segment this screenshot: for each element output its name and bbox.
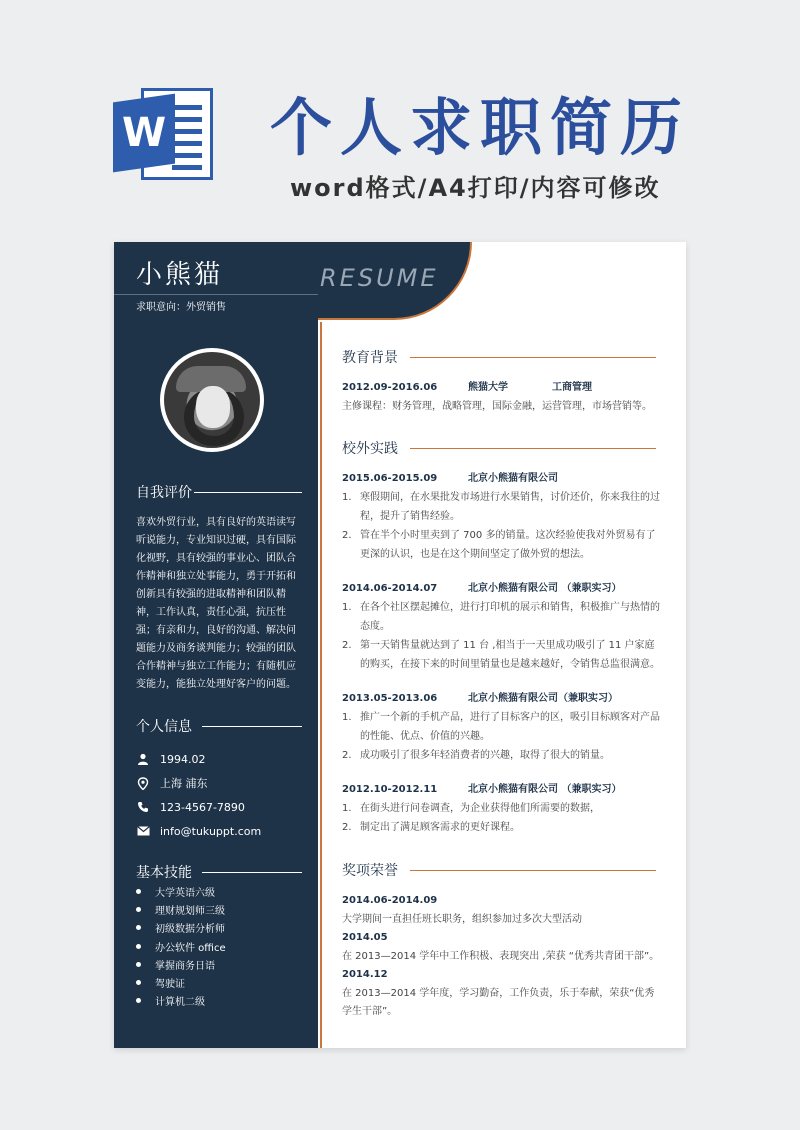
skill-item: 掌握商务日语 (136, 955, 226, 973)
mail-icon (136, 824, 150, 838)
award-text: 在 2013—2014 学年度，学习勤奋，工作负责，乐于奉献，荣获“优秀学生干部”。 (342, 987, 655, 1017)
education-entry (342, 378, 660, 416)
self-eval-heading: 自我评价 (136, 485, 192, 501)
education-major: 工商管理 (552, 382, 592, 393)
list-item: 2. 制定出了满足顾客需求的更好课程。 (342, 822, 520, 833)
person-icon (136, 752, 150, 766)
list-item: 2. 成功吸引了很多年轻消费者的兴趣，取得了很大的销量。 (342, 750, 610, 761)
experience-entry: 2014.06-2014.07 北京小熊猫有限公司 （兼职实习） 1. 在各个社区摆起摊位，进行打印机的展示和销售，积极推广与热情的态度。 2. 第一天销售量就达到了 11 台 ,相当于一天里成功吸引了 11 户家庭的购买，在接下来的时间里销量也是越来越好，令销售总监很满意。 (342, 579, 660, 674)
education-heading: 教育背景 (342, 350, 398, 366)
info-location (136, 774, 208, 792)
email-value: info@tukuppt.com (160, 824, 262, 838)
list-item: 1. 在街头进行问卷调查，为企业获得他们所需要的数据， (342, 803, 600, 814)
skill-item: 理财规划师三级 (136, 900, 226, 918)
info-phone (136, 798, 245, 816)
skill-item: 办公软件 office (136, 937, 226, 955)
education-rule (410, 357, 656, 358)
education-courses: 主修课程：财务管理，战略管理，国际金融，运营管理，市场营销等。 (342, 401, 652, 412)
experience-rule (410, 448, 656, 449)
name-divider (114, 294, 318, 295)
phone-icon (136, 800, 150, 814)
page-title: 个人求职简历 (270, 91, 691, 164)
experience-entry: 2015.06-2015.09 北京小熊猫有限公司 1. 寒假期间，在水果批发市场进行水果销售，讨价还价，你来我往的过程，提升了销售经验。 2. 管在半个小时里卖到了 700 多的销量。这次经验使我对外贸易有了更深的认识，也是在这个期间坚定了做外贸的想法。 (342, 469, 660, 564)
award-date: 2014.12 (342, 969, 388, 980)
personal-info-rule (202, 726, 302, 727)
sidebar (114, 242, 318, 1048)
list-item: 1. 推广一个新的手机产品，进行了目标客户的区，吸引目标顾客对产品的性能、优点、价值的兴趣。 (342, 712, 660, 742)
award-date: 2014.06-2014.09 (342, 895, 438, 906)
location-pin-icon (136, 776, 150, 790)
list-item: 2. 第一天销售量就达到了 11 台 ,相当于一天里成功吸引了 11 户家庭的购买，在接下来的时间里销量也是越来越好，令销售总监很满意。 (342, 640, 660, 670)
self-eval-rule (194, 492, 302, 493)
location-value: 上海 浦东 (160, 777, 208, 790)
info-birth (136, 750, 206, 768)
banner (0, 0, 800, 240)
skills-heading: 基本技能 (136, 865, 192, 881)
award-text: 在 2013—2014 学年中工作积极、表现突出 ,荣获 “优秀共青团干部”。 (342, 950, 660, 962)
list-item: 2. 管在半个小时里卖到了 700 多的销量。这次经验使我对外贸易有了更深的认识，也是在这个期间坚定了做外贸的想法。 (342, 530, 656, 560)
experience-entry: 2012.10-2012.11 北京小熊猫有限公司 （兼职实习） 1. 在街头进行问卷调查，为企业获得他们所需要的数据， 2. 制定出了满足顾客需求的更好课程。 (342, 780, 660, 837)
resume-label: RESUME (320, 264, 439, 292)
skills-list (136, 882, 226, 1010)
content-divider (320, 322, 322, 1048)
skills-rule (202, 872, 302, 873)
word-badge (113, 94, 175, 173)
experience-entry: 2013.05-2013.06 北京小熊猫有限公司（兼职实习） 1. 推广一个新的手机产品，进行了目标客户的区，吸引目标顾客对产品的性能、优点、价值的兴趣。 2. 成功吸引了很多年轻消费者的兴趣，取得了很大的销量。 (342, 689, 660, 765)
education-school: 熊猫大学 (468, 382, 508, 393)
awards-rule (410, 870, 656, 871)
personal-info-heading: 个人信息 (136, 719, 192, 735)
birth-value: 1994.02 (160, 752, 206, 766)
awards-heading: 奖项荣誉 (342, 863, 398, 879)
list-item: 1. 在各个社区摆起摊位，进行打印机的展示和销售，积极推广与热情的态度。 (342, 602, 660, 632)
word-icon (113, 84, 225, 184)
word-logo-letter: W (121, 110, 167, 156)
skill-item: 初级数据分析师 (136, 919, 226, 937)
info-email (136, 822, 261, 840)
avatar (160, 348, 264, 452)
self-eval-text: 喜欢外贸行业，具有良好的英语读写听说能力，专业知识过硬，具有国际化视野，具有较强的事业心、团队合作精神和独立处事能力，勇于开拓和创新具有较强的进取精神和团队精神，工作认真，责任心强，抗压性强；有亲和力，良好的沟通、解决问题能力及商务谈判能力；较强的团队合作精神与独立工作能力；有随机应变能力，能独立处理好客户的问题。 (136, 517, 296, 690)
job-intent: 求职意向：外贸销售 (136, 302, 226, 313)
experience-heading: 校外实践 (342, 441, 398, 457)
award-text: 大学期间一直担任班长职务，组织参加过多次大型活动 (342, 913, 582, 925)
resume-page (114, 242, 686, 1048)
skill-item: 计算机二级 (136, 992, 226, 1010)
awards-list (342, 892, 660, 1022)
list-item: 1. 寒假期间，在水果批发市场进行水果销售，讨价还价，你来我往的过程，提升了销售经验。 (342, 492, 660, 522)
phone-value: 123-4567-7890 (160, 800, 245, 814)
award-date: 2014.05 (342, 932, 388, 943)
skill-item: 大学英语六级 (136, 882, 226, 900)
avatar-photo (164, 352, 260, 448)
education-date: 2012.09-2016.06 (342, 382, 438, 393)
candidate-name: 小熊猫 (136, 260, 224, 290)
skill-item: 驾驶证 (136, 973, 226, 991)
page-subtitle: word格式/A4打印/内容可修改 (290, 174, 661, 202)
